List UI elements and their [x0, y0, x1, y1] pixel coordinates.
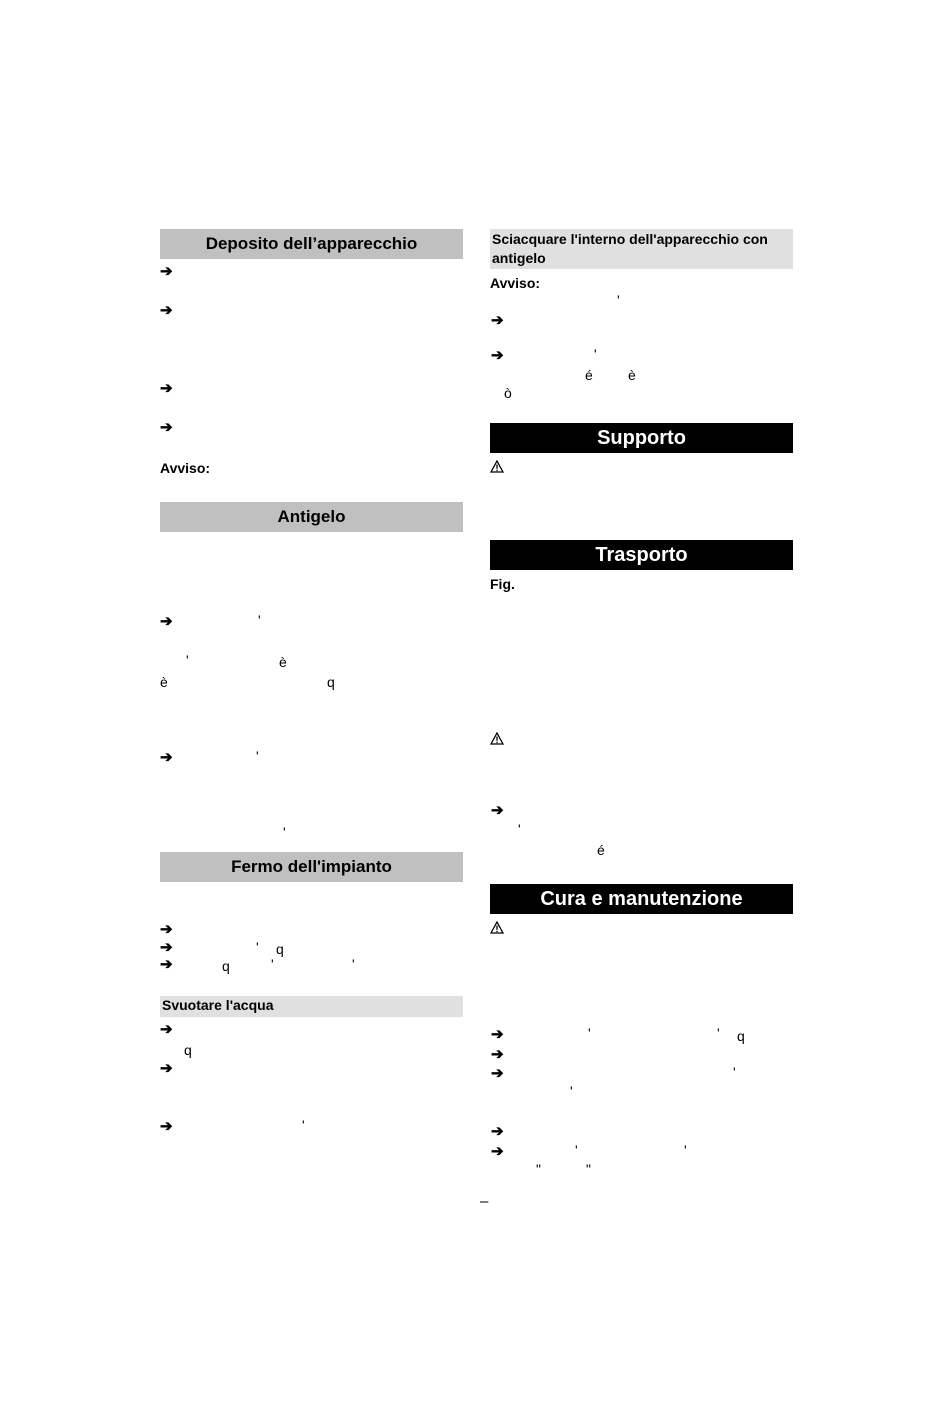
arrow-bullet-icon: ➔: [160, 263, 173, 280]
glyph-apostrophe: ': [594, 346, 597, 362]
heading-cura: Cura e manutenzione: [490, 884, 793, 914]
glyph-e-acute: é: [597, 842, 605, 858]
arrow-bullet-icon: ➔: [160, 1060, 173, 1077]
arrow-bullet-icon: ➔: [160, 419, 173, 436]
glyph-e-grave: è: [279, 654, 287, 670]
glyph-q: q: [222, 958, 230, 974]
glyph-apostrophe: ': [575, 1142, 578, 1158]
heading-supporto: Supporto: [490, 423, 793, 453]
glyph-q: q: [184, 1042, 192, 1058]
page-dash: –: [480, 1193, 489, 1210]
fig-label: Fig.: [490, 576, 515, 592]
glyph-apostrophe: ': [733, 1064, 736, 1080]
heading-antigelo: Antigelo: [160, 502, 463, 532]
glyph-apostrophe: ': [352, 956, 355, 972]
glyph-apostrophe: ': [256, 939, 259, 955]
glyph-apostrophe: ': [518, 821, 521, 837]
glyph-apostrophe: ': [283, 824, 286, 840]
arrow-bullet-icon: ➔: [160, 1021, 173, 1038]
glyph-apostrophe: ': [570, 1083, 573, 1099]
arrow-bullet-icon: ➔: [491, 1026, 504, 1043]
arrow-bullet-icon: ➔: [160, 302, 173, 319]
glyph-apostrophe: ': [256, 748, 259, 764]
arrow-bullet-icon: ➔: [491, 1065, 504, 1082]
warning-triangle-icon: [490, 732, 504, 745]
glyph-q: q: [276, 941, 284, 957]
glyph-q: q: [327, 674, 335, 690]
heading-svuotare: Svuotare l'acqua: [160, 996, 463, 1017]
glyph-apostrophe: ': [717, 1025, 720, 1041]
arrow-bullet-icon: ➔: [491, 1143, 504, 1160]
glyph-o-grave: ò: [504, 385, 512, 401]
glyph-quote: ": [536, 1161, 541, 1177]
arrow-bullet-icon: ➔: [160, 939, 173, 956]
warning-triangle-icon: [490, 460, 504, 473]
avviso-label: Avviso:: [160, 460, 211, 476]
arrow-bullet-icon: ➔: [160, 921, 173, 938]
glyph-apostrophe: ': [258, 612, 261, 628]
arrow-bullet-icon: ➔: [491, 347, 504, 364]
heading-sciacquare: Sciacquare l'interno dell'apparecchio con antigelo: [490, 229, 793, 269]
glyph-apostrophe: ': [302, 1117, 305, 1133]
glyph-e-grave: è: [160, 674, 168, 690]
arrow-bullet-icon: ➔: [491, 1046, 504, 1063]
arrow-bullet-icon: ➔: [160, 380, 173, 397]
glyph-apostrophe: ': [684, 1142, 687, 1158]
arrow-bullet-icon: ➔: [491, 802, 504, 819]
arrow-bullet-icon: ➔: [491, 1123, 504, 1140]
heading-trasporto: Trasporto: [490, 540, 793, 570]
glyph-quote: ": [586, 1161, 591, 1177]
arrow-bullet-icon: ➔: [160, 749, 173, 766]
glyph-apostrophe: ': [186, 652, 189, 668]
arrow-bullet-icon: ➔: [491, 312, 504, 329]
heading-fermo: Fermo dell'impianto: [160, 852, 463, 882]
glyph-apostrophe: ': [271, 956, 274, 972]
arrow-bullet-icon: ➔: [160, 956, 173, 973]
avviso-label: Avviso:: [490, 275, 541, 291]
arrow-bullet-icon: ➔: [160, 1118, 173, 1135]
glyph-q: q: [737, 1028, 745, 1044]
glyph-e-grave: è: [628, 367, 636, 383]
glyph-apostrophe: ': [588, 1025, 591, 1041]
glyph-apostrophe: ': [617, 292, 620, 308]
heading-deposito: Deposito dell’apparecchio: [160, 229, 463, 259]
warning-triangle-icon: [490, 921, 504, 934]
arrow-bullet-icon: ➔: [160, 613, 173, 630]
glyph-e-acute: é: [585, 367, 593, 383]
